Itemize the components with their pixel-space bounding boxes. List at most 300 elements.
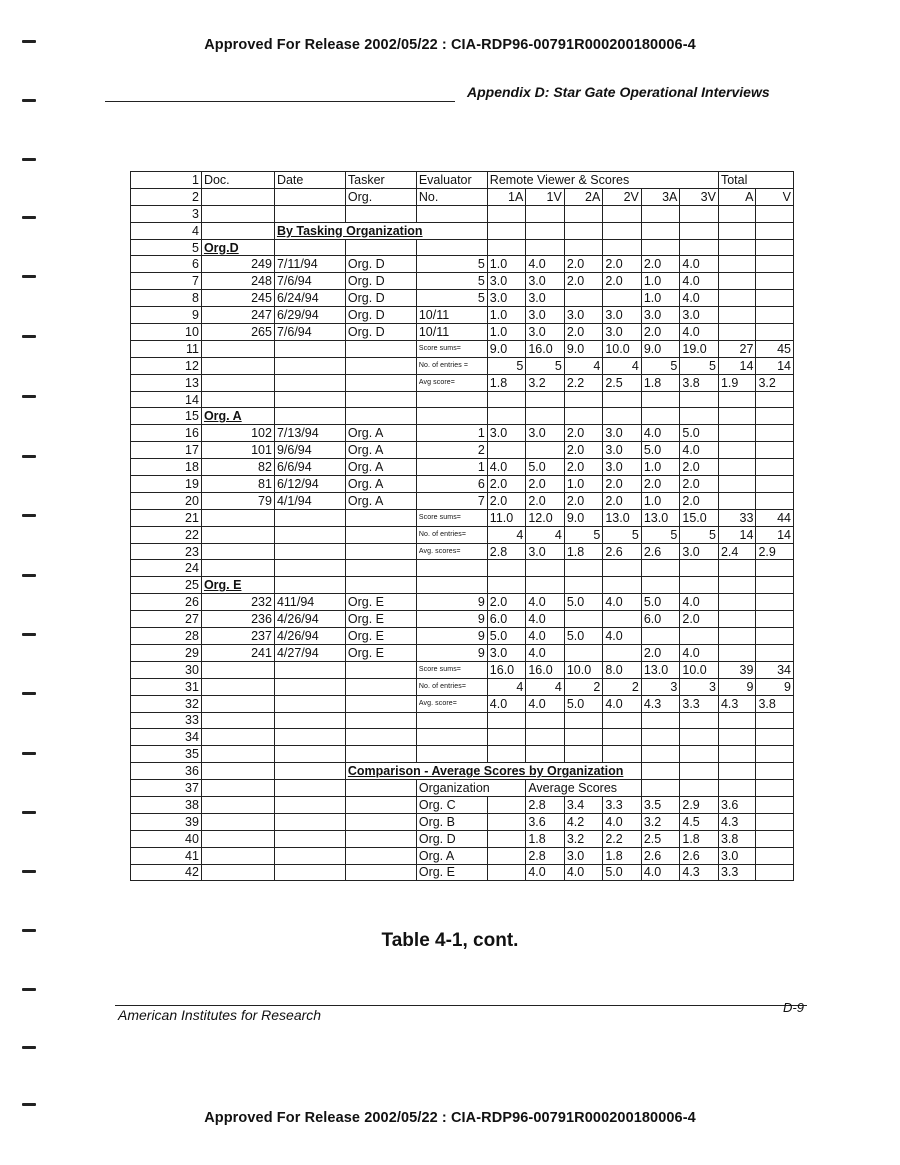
table-cell: 31 — [131, 678, 202, 695]
table-cell: 4.5 — [680, 813, 719, 830]
table-cell — [564, 729, 603, 746]
table-cell — [564, 391, 603, 408]
table-cell: 9.0 — [641, 340, 680, 357]
table-cell: 6.0 — [487, 611, 526, 628]
table-cell — [564, 222, 603, 239]
table-cell: 10/11 — [416, 324, 487, 341]
table-cell: 18 — [131, 459, 202, 476]
table-cell — [718, 594, 756, 611]
table-cell — [274, 509, 345, 526]
margin-tick — [22, 395, 36, 398]
table-cell: 5.0 — [603, 864, 642, 881]
table-cell: 2.0 — [564, 442, 603, 459]
table-cell: 3.0 — [526, 290, 565, 307]
table-cell: 3.8 — [756, 695, 794, 712]
table-cell: 38 — [131, 796, 202, 813]
table-cell: Org. E — [345, 594, 416, 611]
table-cell — [201, 205, 274, 222]
table-cell — [756, 780, 794, 797]
table-cell: 2.6 — [603, 543, 642, 560]
table-cell — [274, 391, 345, 408]
table-cell — [756, 594, 794, 611]
table-cell — [487, 205, 526, 222]
table-cell: Org. A — [345, 425, 416, 442]
table-cell — [756, 864, 794, 881]
table-cell — [274, 830, 345, 847]
table-cell: 2.0 — [564, 425, 603, 442]
table-cell — [274, 543, 345, 560]
table-cell — [641, 729, 680, 746]
table-cell: Org. A — [345, 442, 416, 459]
table-cell — [756, 273, 794, 290]
table-cell — [274, 695, 345, 712]
table-cell: 9.0 — [564, 340, 603, 357]
table-cell — [641, 746, 680, 763]
table-cell: 247 — [201, 307, 274, 324]
table-cell: 4/27/94 — [274, 644, 345, 661]
table-cell — [274, 577, 345, 594]
table-cell: A — [718, 188, 756, 205]
table-cell: 2.0 — [564, 256, 603, 273]
table-cell: 3.0 — [526, 324, 565, 341]
table-cell: 3.0 — [603, 442, 642, 459]
table-cell — [756, 205, 794, 222]
table-cell — [201, 678, 274, 695]
table-row — [131, 357, 794, 374]
table-cell — [718, 746, 756, 763]
table-cell — [345, 830, 416, 847]
table-row — [131, 374, 794, 391]
table-cell — [718, 780, 756, 797]
table-cell: 237 — [201, 628, 274, 645]
table-cell — [718, 307, 756, 324]
table-cell — [274, 746, 345, 763]
table-cell: 5.0 — [641, 442, 680, 459]
table-cell — [274, 678, 345, 695]
table-cell — [345, 509, 416, 526]
table-cell: 2.5 — [603, 374, 642, 391]
table-cell — [756, 492, 794, 509]
table-cell: 5 — [641, 357, 680, 374]
table-cell: 20 — [131, 492, 202, 509]
margin-tick — [22, 811, 36, 814]
table-cell — [274, 796, 345, 813]
table-cell: 9 — [756, 678, 794, 695]
table-cell — [345, 695, 416, 712]
table-cell — [756, 256, 794, 273]
table-cell — [201, 188, 274, 205]
table-cell — [680, 391, 719, 408]
table-cell — [345, 526, 416, 543]
table-cell: Score sums= — [416, 661, 487, 678]
table-cell — [416, 577, 487, 594]
table-cell: Remote Viewer & Scores — [487, 172, 718, 189]
table-cell: 45 — [756, 340, 794, 357]
table-cell — [416, 408, 487, 425]
table-cell: 15.0 — [680, 509, 719, 526]
table-cell — [416, 239, 487, 256]
table-cell — [680, 628, 719, 645]
table-cell: 6/29/94 — [274, 307, 345, 324]
table-cell: 13.0 — [641, 509, 680, 526]
table-cell: 2.0 — [603, 476, 642, 493]
table-cell: 3.2 — [526, 374, 565, 391]
table-cell: 6.0 — [641, 611, 680, 628]
table-cell — [718, 239, 756, 256]
table-cell: Org. E — [345, 628, 416, 645]
table-cell: 2.0 — [641, 644, 680, 661]
table-cell: Org. D — [345, 307, 416, 324]
page-number: D-9 — [783, 1000, 804, 1015]
table-cell: 1.9 — [718, 374, 756, 391]
table-cell: 3.2 — [641, 813, 680, 830]
table-cell: 35 — [131, 746, 202, 763]
table-cell: 248 — [201, 273, 274, 290]
table-cell: 3.0 — [603, 307, 642, 324]
table-cell: 9 — [131, 307, 202, 324]
margin-tick — [22, 40, 36, 43]
table-cell — [756, 746, 794, 763]
table-cell — [201, 746, 274, 763]
table-cell — [201, 712, 274, 729]
table-cell — [274, 357, 345, 374]
table-cell — [756, 763, 794, 780]
table-cell: 3.8 — [718, 830, 756, 847]
table-cell: 4.0 — [526, 256, 565, 273]
table-cell: 5.0 — [564, 695, 603, 712]
table-cell: 1.8 — [526, 830, 565, 847]
table-cell: 3.0 — [641, 307, 680, 324]
table-cell: 9/6/94 — [274, 442, 345, 459]
table-cell: 2.4 — [718, 543, 756, 560]
table-cell — [274, 408, 345, 425]
table-cell: 2 — [416, 442, 487, 459]
margin-tick — [22, 455, 36, 458]
table-cell: 3A — [641, 188, 680, 205]
table-cell: 2.6 — [641, 847, 680, 864]
table-cell — [201, 847, 274, 864]
table-cell — [756, 222, 794, 239]
table-cell: Date — [274, 172, 345, 189]
table-cell: 10.0 — [564, 661, 603, 678]
table-cell: 4.0 — [680, 442, 719, 459]
table-cell: 4.0 — [526, 611, 565, 628]
table-cell — [345, 712, 416, 729]
table-row — [131, 222, 794, 239]
table-cell — [603, 391, 642, 408]
table-cell: Org.D — [201, 239, 274, 256]
table-cell — [416, 560, 487, 577]
table-cell — [564, 644, 603, 661]
table-cell: Org. — [345, 188, 416, 205]
table-cell: 265 — [201, 324, 274, 341]
table-cell — [526, 729, 565, 746]
table-cell: 10 — [131, 324, 202, 341]
table-cell: 4/26/94 — [274, 628, 345, 645]
table-cell: Org. A — [345, 492, 416, 509]
table-cell: 4.0 — [526, 628, 565, 645]
table-cell — [345, 340, 416, 357]
table-cell — [718, 560, 756, 577]
table-cell — [641, 222, 680, 239]
release-header: Approved For Release 2002/05/22 : CIA-RDP96-00791R000200180006-4 — [204, 37, 696, 53]
table-cell: 5 — [526, 357, 565, 374]
table-cell: 11.0 — [487, 509, 526, 526]
table-cell: 5 — [487, 357, 526, 374]
table-cell: Organization — [416, 780, 525, 797]
table-cell — [718, 256, 756, 273]
table-cell — [603, 222, 642, 239]
table-cell — [641, 780, 680, 797]
table-cell — [201, 526, 274, 543]
margin-tick — [22, 216, 36, 219]
table-cell: 2.0 — [603, 273, 642, 290]
table-cell: 4.0 — [641, 864, 680, 881]
table-cell — [641, 712, 680, 729]
table-cell — [274, 205, 345, 222]
table-cell: 3.5 — [641, 796, 680, 813]
table-cell: Org. D — [345, 324, 416, 341]
table-cell: 9 — [718, 678, 756, 695]
table-cell: 1.8 — [641, 374, 680, 391]
table-cell: 5 — [603, 526, 642, 543]
table-cell: 236 — [201, 611, 274, 628]
table-cell: 1.0 — [487, 256, 526, 273]
table-cell: 4.0 — [487, 459, 526, 476]
table-cell: 3.3 — [603, 796, 642, 813]
margin-tick — [22, 99, 36, 102]
table-cell — [680, 780, 719, 797]
table-cell: Avg. scores= — [416, 543, 487, 560]
table-cell: 3.2 — [564, 830, 603, 847]
table-row — [131, 324, 794, 341]
table-cell: 1.0 — [641, 459, 680, 476]
table-row — [131, 509, 794, 526]
table-cell — [756, 611, 794, 628]
table-cell: 10/11 — [416, 307, 487, 324]
table-row — [131, 340, 794, 357]
table-cell: 1.0 — [564, 476, 603, 493]
table-cell: 6/12/94 — [274, 476, 345, 493]
table-cell — [526, 442, 565, 459]
table-cell — [564, 577, 603, 594]
appendix-title: Appendix D: Star Gate Operational Interviews — [467, 84, 770, 100]
table-cell: Org. C — [416, 796, 487, 813]
table-cell — [345, 661, 416, 678]
table-cell: Org. A — [416, 847, 487, 864]
table-cell — [201, 391, 274, 408]
table-cell: 12 — [131, 357, 202, 374]
comparison-row — [131, 813, 794, 830]
table-cell — [274, 763, 345, 780]
table-cell: 1A — [487, 188, 526, 205]
table-cell — [416, 205, 487, 222]
table-cell — [680, 205, 719, 222]
table-caption: Table 4-1, cont. — [381, 930, 519, 951]
table-cell: 5.0 — [680, 425, 719, 442]
table-cell: 6/24/94 — [274, 290, 345, 307]
table-cell: 1 — [131, 172, 202, 189]
table-cell — [718, 205, 756, 222]
table-cell: 2.9 — [756, 543, 794, 560]
table-cell — [680, 239, 719, 256]
table-cell — [756, 560, 794, 577]
table-cell: 4.0 — [603, 813, 642, 830]
table-cell — [274, 239, 345, 256]
table-cell — [201, 729, 274, 746]
table-cell: 13 — [131, 374, 202, 391]
table-cell: 2.0 — [564, 273, 603, 290]
table-cell — [718, 476, 756, 493]
table-row — [131, 560, 794, 577]
table-cell — [274, 780, 345, 797]
table-cell: 232 — [201, 594, 274, 611]
table-cell — [603, 729, 642, 746]
table-cell: 10.0 — [680, 661, 719, 678]
table-cell: 44 — [756, 509, 794, 526]
table-cell — [756, 476, 794, 493]
table-cell: Total — [718, 172, 793, 189]
table-cell: 1 — [416, 459, 487, 476]
table-cell: 2.0 — [603, 492, 642, 509]
table-cell — [718, 763, 756, 780]
table-cell — [603, 408, 642, 425]
table-cell — [201, 543, 274, 560]
table-cell: 5 — [416, 290, 487, 307]
table-cell — [201, 661, 274, 678]
table-cell: 27 — [131, 611, 202, 628]
table-cell — [345, 239, 416, 256]
table-cell: 34 — [756, 661, 794, 678]
table-row — [131, 425, 794, 442]
table-cell — [201, 357, 274, 374]
table-cell — [416, 712, 487, 729]
table-cell: 42 — [131, 864, 202, 881]
table-cell — [345, 796, 416, 813]
table-cell — [487, 864, 526, 881]
table-cell: 2.0 — [680, 611, 719, 628]
table-cell: 3.0 — [680, 307, 719, 324]
margin-tick — [22, 275, 36, 278]
table-cell: 33 — [131, 712, 202, 729]
table-cell: 1.0 — [487, 324, 526, 341]
table-cell — [345, 374, 416, 391]
table-cell: 2A — [564, 188, 603, 205]
table-cell: 3.0 — [603, 459, 642, 476]
table-cell: 4.0 — [680, 594, 719, 611]
table-cell — [641, 628, 680, 645]
table-cell — [756, 425, 794, 442]
table-cell — [603, 611, 642, 628]
table-cell — [641, 391, 680, 408]
table-cell — [487, 729, 526, 746]
table-cell: 2.8 — [487, 543, 526, 560]
table-cell: 6 — [131, 256, 202, 273]
table-cell: 3.0 — [564, 847, 603, 864]
table-cell — [756, 577, 794, 594]
table-cell — [680, 560, 719, 577]
table-cell — [756, 644, 794, 661]
margin-tick — [22, 574, 36, 577]
table-cell: 2.5 — [641, 830, 680, 847]
table-cell: 2V — [603, 188, 642, 205]
table-cell — [564, 408, 603, 425]
table-cell: Org. D — [416, 830, 487, 847]
table-cell: 23 — [131, 543, 202, 560]
table-cell — [201, 796, 274, 813]
table-cell: 15 — [131, 408, 202, 425]
table-cell — [603, 290, 642, 307]
table-cell — [641, 205, 680, 222]
table-cell — [680, 712, 719, 729]
table-cell: 1 — [416, 425, 487, 442]
table-cell: 4.3 — [641, 695, 680, 712]
table-cell: 16.0 — [487, 661, 526, 678]
table-cell — [564, 560, 603, 577]
table-cell — [345, 678, 416, 695]
table-cell — [718, 459, 756, 476]
table-cell: 9.0 — [487, 340, 526, 357]
table-cell — [274, 560, 345, 577]
table-cell — [274, 864, 345, 881]
table-cell — [718, 729, 756, 746]
table-cell: Org. D — [345, 290, 416, 307]
comparison-title-row — [131, 763, 794, 780]
table-cell: 82 — [201, 459, 274, 476]
table-cell: 3.0 — [718, 847, 756, 864]
table-cell: 3 — [131, 205, 202, 222]
table-cell: 1.0 — [487, 307, 526, 324]
table-cell — [526, 408, 565, 425]
table-cell — [564, 239, 603, 256]
table-cell: 4.0 — [564, 864, 603, 881]
table-cell: No. — [416, 188, 487, 205]
table-cell — [274, 374, 345, 391]
table-cell: 4.0 — [526, 594, 565, 611]
table-cell — [345, 543, 416, 560]
table-cell: 4.0 — [641, 425, 680, 442]
table-cell: 241 — [201, 644, 274, 661]
table-cell: 4 — [603, 357, 642, 374]
table-cell: 5.0 — [487, 628, 526, 645]
table-cell: 5 — [416, 256, 487, 273]
table-cell: No. of entries = — [416, 357, 487, 374]
margin-tick — [22, 158, 36, 161]
table-cell — [201, 509, 274, 526]
table-cell — [345, 864, 416, 881]
table-cell — [487, 813, 526, 830]
table-cell: 1.8 — [487, 374, 526, 391]
table-cell: 7/6/94 — [274, 273, 345, 290]
table-cell — [274, 526, 345, 543]
table-cell: 3.0 — [680, 543, 719, 560]
table-row — [131, 678, 794, 695]
table-cell: 245 — [201, 290, 274, 307]
table-cell: Avg. score= — [416, 695, 487, 712]
table-cell — [603, 560, 642, 577]
table-cell — [718, 425, 756, 442]
table-cell — [603, 205, 642, 222]
comparison-row — [131, 830, 794, 847]
table-cell — [487, 391, 526, 408]
table-cell — [487, 830, 526, 847]
table-cell: 33 — [718, 509, 756, 526]
table-cell: Score sums= — [416, 509, 487, 526]
table-cell: Evaluator — [416, 172, 487, 189]
table-cell: 3.4 — [564, 796, 603, 813]
table-cell: 4.0 — [603, 594, 642, 611]
table-cell: 3.0 — [603, 425, 642, 442]
